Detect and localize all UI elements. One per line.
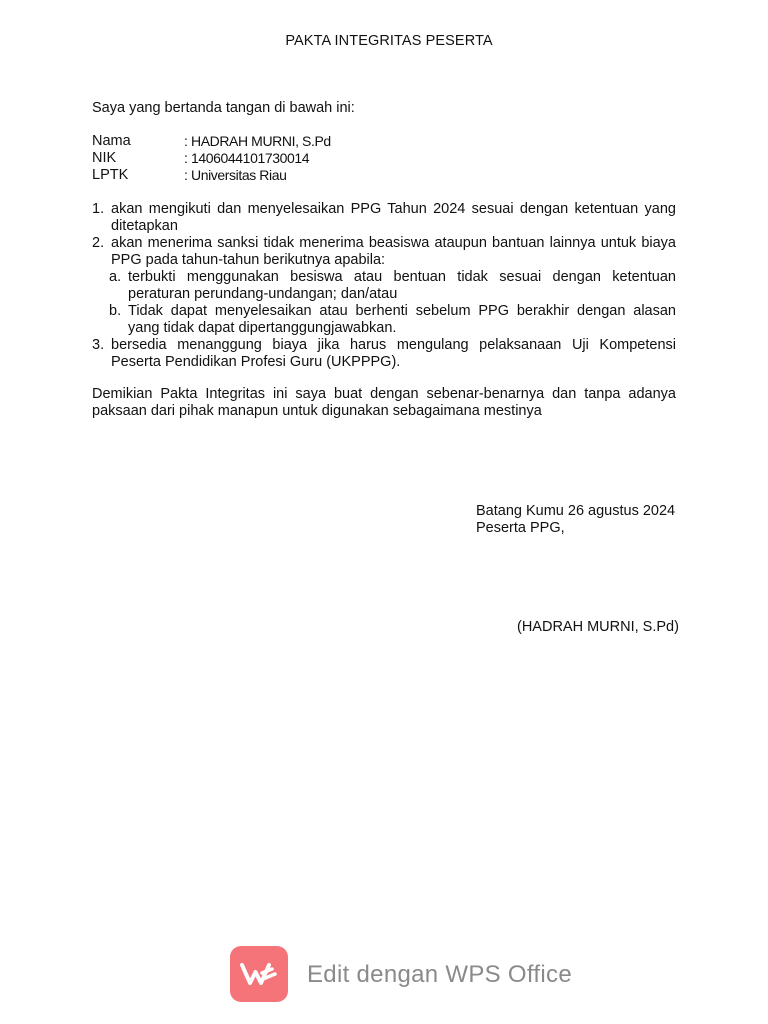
term-number: 1. (92, 201, 105, 217)
signer-role: Peserta PPG, (476, 520, 565, 536)
identity-block (92, 133, 331, 184)
sub-term-item (109, 303, 676, 337)
wps-edit-watermark[interactable] (230, 946, 572, 1002)
identity-value: : Universitas Riau (184, 167, 287, 183)
term-text: bersedia menanggung biaya jika harus mengulang pelaksanaan Uji Kompetensi Peserta Pendidikan Profesi Guru (UKPPPG). (111, 337, 676, 370)
identity-row-lptk (92, 167, 331, 184)
identity-key: Nama (92, 133, 131, 149)
identity-key: NIK (92, 150, 117, 166)
sub-term-text: Tidak dapat menyelesaikan atau berhenti sebelum PPG berakhir dengan alasan yang tidak dapat dipertanggungjawabkan. (128, 303, 676, 336)
term-item (92, 235, 676, 337)
identity-key: LPTK (92, 167, 129, 183)
term-number: 2. (92, 235, 105, 251)
watermark-text[interactable]: Edit dengan WPS Office (307, 960, 572, 988)
identity-value: : 1406044101730014 (184, 150, 310, 166)
sub-term-list (109, 269, 676, 337)
document-title: PAKTA INTEGRITAS PESERTA (285, 33, 493, 49)
identity-row-name (92, 133, 331, 150)
identity-row-nik (92, 150, 331, 167)
term-text: akan menerima sanksi tidak menerima beasiswa ataupun bantuan lainnya untuk biaya PPG pada tahun-tahun berikutnya apabila: (111, 235, 676, 268)
terms-list (92, 201, 676, 371)
sub-term-item (109, 269, 676, 303)
place-and-date: Batang Kumu 26 agustus 2024 (476, 503, 676, 519)
signer-name: (HADRAH MURNI, S.Pd) (517, 619, 679, 635)
term-text: akan mengikuti dan menyelesaikan PPG Tahun 2024 sesuai dengan ketentuan yang ditetapkan (111, 201, 676, 234)
term-item (92, 337, 676, 371)
closing-statement: Demikian Pakta Integritas ini saya buat dengan sebenar-benarnya dan tanpa adanya paksaan dari pihak manapun untuk digunakan sebagaimana mestinya (92, 386, 676, 419)
term-item (92, 201, 676, 235)
sub-term-letter: b. (109, 303, 122, 319)
intro-text: Saya yang bertanda tangan di bawah ini: (92, 100, 355, 116)
sub-term-letter: a. (109, 269, 122, 285)
term-number: 3. (92, 337, 105, 353)
wps-office-logo-icon (230, 946, 288, 1002)
identity-value: : HADRAH MURNI, S.Pd (184, 133, 331, 149)
sub-term-text: terbukti menggunakan besiswa atau bentuan tidak sesuai dengan ketentuan peraturan perundang-undangan; dan/atau (128, 269, 676, 302)
